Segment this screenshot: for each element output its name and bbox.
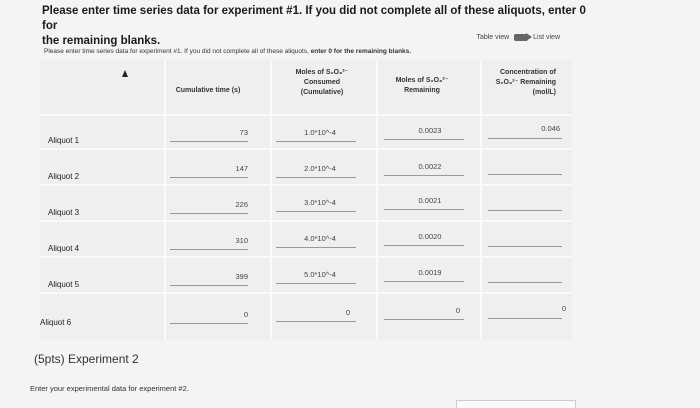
input-underline [170,323,248,324]
input-underline [276,321,356,322]
remaining-input-3[interactable]: 0.0021 [418,196,442,205]
row-label-aliquot-2: Aliquot 2 [48,172,80,181]
header-concentration: Concentration of S₂O₈²⁻ Remaining (mol/L) [495,69,556,96]
grid-line [40,292,572,294]
instruction-bold: enter 0 for the remaining blanks. [310,48,412,55]
grid-line [40,256,572,258]
consumed-input-3[interactable]: 3.0*10^-4 [304,198,336,207]
header-moles-remaining: Moles of S₂O₈²⁻ Remaining [395,77,449,94]
input-underline [384,209,464,210]
time-input-6[interactable]: 0 [243,310,248,319]
heading-line-2: the remaining blanks. [42,35,161,47]
header-moles-consumed: Moles of S₂O₈²⁻ Consumed (Cumulative) [295,69,349,96]
input-underline [384,319,464,320]
input-underline [170,177,248,178]
grid-line [40,148,572,150]
row-label-aliquot-4: Aliquot 4 [48,244,80,253]
input-underline [276,283,356,284]
input-underline [488,210,562,211]
time-input-5[interactable]: 399 [235,272,248,281]
grid-line [40,184,572,186]
time-input-2[interactable]: 147 [235,164,248,173]
list-view-label[interactable]: List view [533,34,560,41]
input-underline [276,177,356,178]
experiment-2-instruction: Enter your experimental data for experiment #2. [30,384,189,393]
input-underline [488,318,562,319]
experiment-2-input-box[interactable] [456,400,576,408]
experiment-2-title: (5pts) Experiment 2 [34,352,139,366]
view-toggle[interactable] [476,34,560,41]
input-underline [170,213,248,214]
data-table [40,60,572,340]
input-underline [384,175,464,176]
input-underline [384,139,464,140]
grid-line [376,60,378,340]
remaining-input-1[interactable]: 0.0023 [418,126,442,135]
row-label-aliquot-1: Aliquot 1 [48,136,80,145]
input-underline [170,249,248,250]
input-underline [488,174,562,175]
grid-line [480,60,482,340]
conc-input-1[interactable]: 0.046 [541,124,560,133]
instruction-text: Please enter time series data for experiment #1. If you did not complete all of these aliquots, [44,48,309,55]
consumed-input-6[interactable]: 0 [345,308,350,317]
table-instruction [44,48,604,55]
grid-line [40,114,572,116]
remaining-input-6[interactable]: 0 [455,306,460,315]
consumed-input-2[interactable]: 2.0*10^-4 [304,164,336,173]
input-underline [488,246,562,247]
remaining-input-5[interactable]: 0.0019 [418,268,442,277]
consumed-input-5[interactable]: 5.0*10^-4 [304,270,336,279]
input-underline [384,281,464,282]
row-label-aliquot-3: Aliquot 3 [48,208,80,217]
consumed-input-4[interactable]: 4.0*10^-4 [304,234,336,243]
conc-input-6[interactable]: 0 [561,304,566,313]
time-input-3[interactable]: 226 [235,200,248,209]
consumed-input-1[interactable]: 1.0*10^-4 [304,128,336,137]
heading-line-1: Please enter time series data for experiment #1. If you did not complete all of these aliquots, enter 0 for [42,5,586,32]
row-label-aliquot-6: Aliquot 6 [40,318,72,327]
input-underline [170,285,248,286]
input-underline [276,211,356,212]
input-underline [276,141,356,142]
row-label-aliquot-5: Aliquot 5 [48,280,80,289]
input-underline [488,282,562,283]
question-heading [42,4,602,49]
table-view-label[interactable]: Table view [476,34,510,41]
input-underline [276,247,356,248]
remaining-input-4[interactable]: 0.0020 [418,232,442,241]
grid-line [40,220,572,222]
toggle-switch-icon[interactable] [514,34,528,41]
input-underline [488,138,562,139]
input-underline [170,141,248,142]
input-underline [384,245,464,246]
header-cumulative-time: Cumulative time (s) [175,87,241,94]
grid-line [270,60,272,340]
table-header [40,60,572,116]
time-input-1[interactable]: 73 [239,128,248,137]
remaining-input-2[interactable]: 0.0022 [418,162,442,171]
grid-line [164,60,166,340]
cursor-icon [122,70,128,77]
time-input-4[interactable]: 310 [235,236,248,245]
